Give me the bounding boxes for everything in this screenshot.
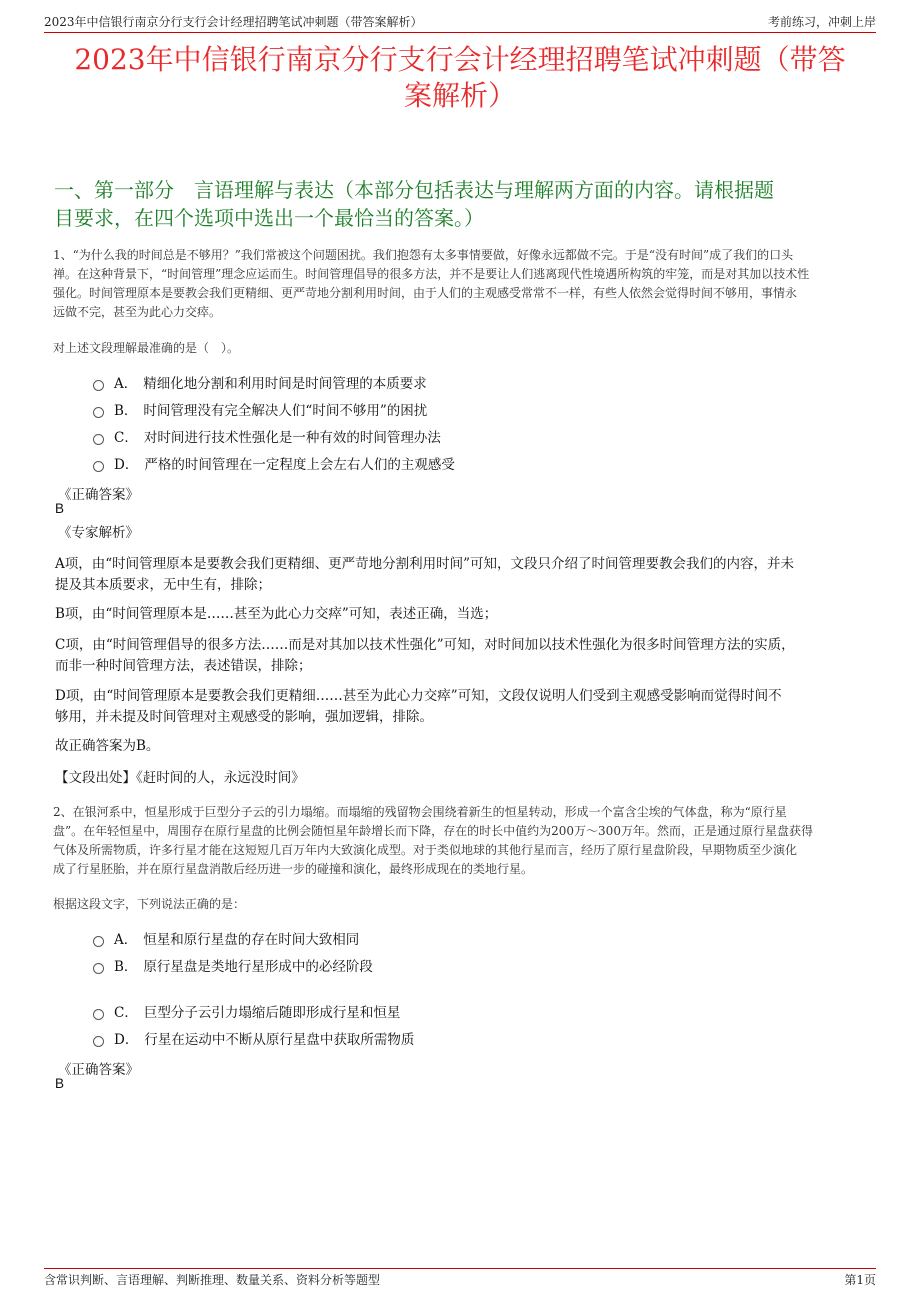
- q2-option-a[interactable]: [93, 928, 359, 948]
- q1-analysis-label: 《专家解析》: [58, 525, 139, 541]
- radio-button-icon[interactable]: [93, 1036, 104, 1047]
- title-line-1: 2023年中信银行南京分行支行会计经理招聘笔试冲刺题（带答: [74, 43, 846, 76]
- stem-line: 禅。在这种背景下，“时间管理”理念应运而生。时间管理倡导的很多方法，并不是要让人们逃离现代性境遇所构筑的牢笼，而是对其加以技术性: [53, 267, 810, 281]
- stem-line: 盘”。在年轻恒星中，周围存在原行星盘的比例会随恒星年龄增长而下降，存在的时长中值约为200万～300万年。然而，正是通过原行星盘获得: [53, 824, 813, 838]
- page-number: 第1页: [844, 1273, 876, 1287]
- option-text: 严格的时间管理在一定程度上会左右人们的主观感受: [144, 457, 455, 473]
- section-heading: [54, 176, 866, 232]
- analysis-line: 够用，并未提及时间管理对主观感受的影响，强加逻辑，排除。: [55, 709, 433, 725]
- header-divider: [44, 32, 876, 33]
- running-header-title: 2023年中信银行南京分行支行会计经理招聘笔试冲刺题（带答案解析）: [44, 15, 423, 29]
- option-letter: D．: [114, 457, 139, 473]
- analysis-item-b: [55, 604, 870, 625]
- question-1-prompt: 对上述文段理解最准确的是（ ）。: [53, 341, 240, 355]
- stem-line: 气体及所需物质，许多行星才能在这短短几百万年内大致演化成型。对于类似地球的其他行星而言，经历了原行星盘阶段，早期物质至少演化: [53, 843, 798, 857]
- option-letter: B．: [114, 959, 138, 975]
- section-heading-line-1: 一、第一部分 言语理解与表达（本部分包括表达与理解两方面的内容。请根据题: [54, 178, 774, 202]
- stem-line: 2、在银河系中，恒星形成于巨型分子云的引力塌缩。而塌缩的残留物会围绕着新生的恒星转动，形成一个富含尘埃的气体盘，称为“原行星: [53, 805, 787, 819]
- option-text: 恒星和原行星盘的存在时间大致相同: [143, 932, 360, 948]
- analysis-line: B项，由“时间管理原本是……甚至为此心力交瘁”可知，表述正确，当选；: [55, 606, 498, 622]
- stem-line: 强化。时间管理原本是要教会我们更精细、更严苛地分割利用时间，由于人们的主观感受常常不一样，有些人依然会觉得时间不够用，事情永: [53, 286, 798, 300]
- analysis-line: D项，由“时间管理原本是要教会我们更精细……甚至为此心力交瘁”可知，文段仅说明人们受到主观感受影响而觉得时间不: [55, 688, 782, 704]
- q1-answer: B: [55, 501, 65, 516]
- option-letter: C．: [114, 430, 138, 446]
- analysis-item-d: [55, 686, 870, 728]
- q2-option-d[interactable]: [93, 1028, 414, 1048]
- analysis-line: A项，由“时间管理原本是要教会我们更精细、更严苛地分割利用时间”可知，文段只介绍了时间管理要教会我们的内容，并未: [55, 556, 795, 572]
- document-title: [50, 42, 870, 114]
- q1-conclusion: 故正确答案为B。: [55, 738, 160, 754]
- q1-option-b[interactable]: [93, 399, 427, 419]
- q1-source: 【文段出处】《赶时间的人，永远没时间》: [55, 770, 305, 786]
- stem-line: 远做不完，甚至为此心力交瘁。: [53, 305, 222, 319]
- q1-option-a[interactable]: [93, 372, 427, 392]
- q1-answer-label: 《正确答案》: [58, 487, 139, 503]
- radio-button-icon[interactable]: [93, 380, 104, 391]
- option-text: 原行星盘是类地行星形成中的必经阶段: [143, 959, 373, 975]
- title-line-2: 案解析）: [403, 79, 516, 112]
- radio-button-icon[interactable]: [93, 461, 104, 472]
- radio-button-icon[interactable]: [93, 936, 104, 947]
- analysis-item-a: [55, 554, 870, 596]
- q2-answer: B: [55, 1076, 65, 1091]
- option-text: 时间管理没有完全解决人们“时间不够用”的困扰: [143, 403, 428, 419]
- section-heading-line-2: 目要求，在四个选项中选出一个最恰当的答案。）: [54, 206, 484, 230]
- question-1-stem: [53, 246, 873, 322]
- q2-option-b[interactable]: [93, 955, 373, 975]
- analysis-item-c: [55, 635, 870, 677]
- footer-topics: 含常识判断、言语理解、判断推理、数量关系、资料分析等题型: [44, 1273, 381, 1287]
- radio-button-icon[interactable]: [93, 1009, 104, 1020]
- option-letter: A．: [114, 376, 138, 392]
- stem-line: 成了行星胚胎，并在原行星盘消散后经历进一步的碰撞和演化，最终形成现在的类地行星。: [53, 862, 534, 876]
- option-text: 巨型分子云引力塌缩后随即形成行星和恒星: [143, 1005, 401, 1021]
- radio-button-icon[interactable]: [93, 434, 104, 445]
- q2-option-c[interactable]: [93, 1001, 400, 1021]
- radio-button-icon[interactable]: [93, 407, 104, 418]
- option-letter: A．: [114, 932, 138, 948]
- analysis-line: 而非一种时间管理方法，表述错误，排除；: [55, 658, 312, 674]
- question-2-stem: [53, 803, 873, 879]
- option-letter: B．: [114, 403, 138, 419]
- footer-divider: [44, 1268, 876, 1269]
- option-letter: D．: [114, 1032, 139, 1048]
- q2-answer-label: 《正确答案》: [58, 1062, 139, 1078]
- question-2-prompt: 根据这段文字，下列说法正确的是：: [53, 897, 246, 911]
- radio-button-icon[interactable]: [93, 963, 104, 974]
- option-text: 对时间进行技术性强化是一种有效的时间管理办法: [143, 430, 441, 446]
- analysis-line: 提及其本质要求，无中生有，排除；: [55, 577, 271, 593]
- stem-line: 1、“为什么我的时间总是不够用？”我们常被这个问题困扰。我们抱怨有太多事情要做，好像永远都做不完。于是“没有时间”成了我们的口头: [53, 248, 794, 262]
- running-header-slogan: 考前练习，冲刺上岸: [767, 15, 876, 29]
- q1-option-c[interactable]: [93, 426, 441, 446]
- q1-option-d[interactable]: [93, 453, 455, 473]
- analysis-line: C项，由“时间管理倡导的很多方法……而是对其加以技术性强化”可知，对时间加以技术性强化为很多时间管理方法的实质，: [55, 637, 795, 653]
- option-text: 精细化地分割和利用时间是时间管理的本质要求: [143, 376, 427, 392]
- option-text: 行星在运动中不断从原行星盘中获取所需物质: [144, 1032, 415, 1048]
- option-letter: C．: [114, 1005, 138, 1021]
